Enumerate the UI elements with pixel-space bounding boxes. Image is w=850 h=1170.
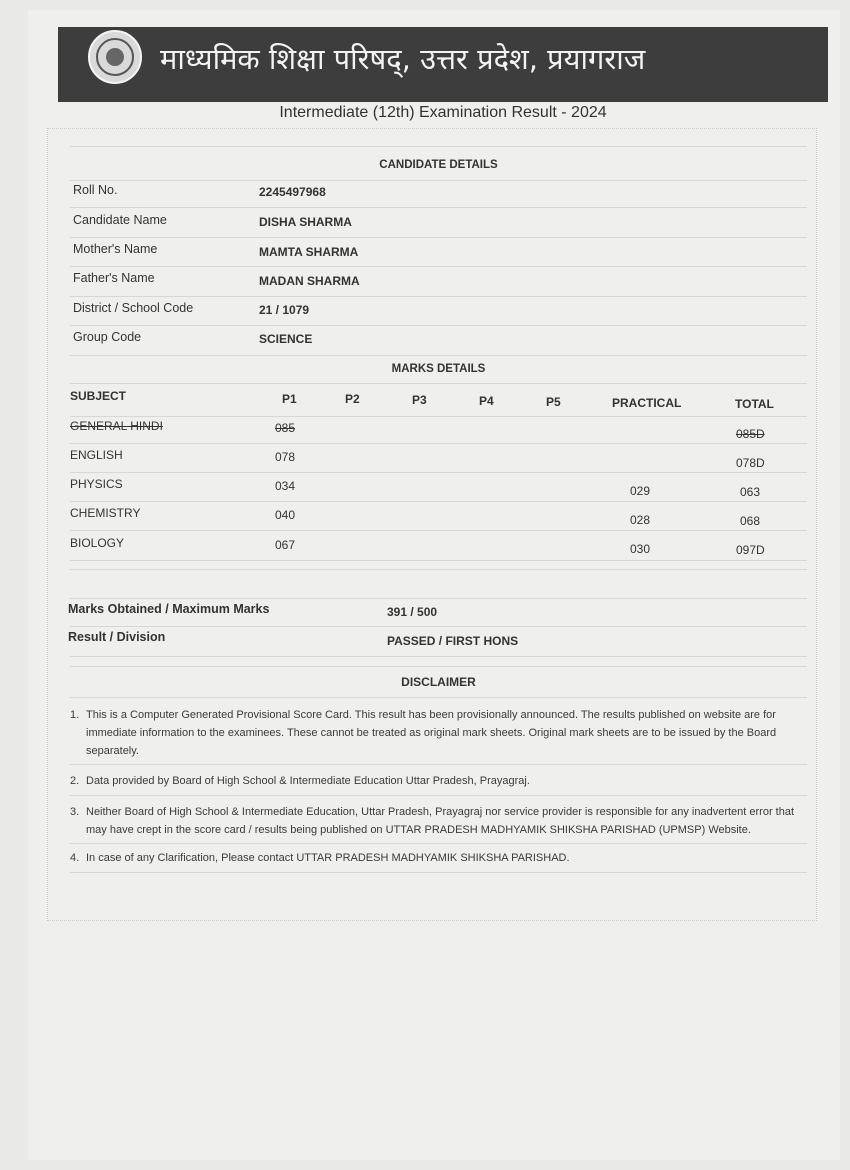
subject-name: CHEMISTRY (70, 506, 141, 520)
page-title: Intermediate (12th) Examination Result - 2024 (279, 104, 607, 121)
subject-name: GENERAL HINDI (70, 419, 163, 433)
divider (70, 355, 807, 356)
disclaimer-item-text: Neither Board of High School & Intermediate Education, Uttar Pradesh, Prayagraj nor service provider is responsible for any inadvertent error that may have crept in the score card / results being published on UTTAR PRADESH MADHYAMIK SHIKSHA PARISHAD (UPMSP) Website. (86, 806, 795, 836)
divider (70, 795, 807, 796)
marks-obtained-value: 391 / 500 (387, 605, 438, 619)
divider (70, 764, 807, 765)
p1-mark: 067 (275, 538, 296, 552)
divider (70, 626, 807, 627)
fathers-name-value: MADAN SHARMA (259, 274, 360, 288)
subject-name: PHYSICS (70, 477, 123, 491)
practical-mark: 030 (630, 542, 651, 556)
mothers-name-value: MAMTA SHARMA (259, 245, 359, 259)
disclaimer-item (70, 772, 805, 790)
column-header-total: TOTAL (735, 397, 774, 411)
disclaimer-item (70, 803, 805, 839)
disclaimer-item-number: 3. (70, 806, 80, 818)
district-school-code-value: 21 / 1079 (259, 303, 310, 317)
column-header-subject: SUBJECT (70, 389, 127, 403)
disclaimer-item-text: Data provided by Board of High School & Intermediate Education Uttar Pradesh, Prayagraj. (86, 775, 530, 787)
mothers-name-label: Mother's Name (73, 242, 158, 256)
candidate-name-value: DISHA SHARMA (259, 215, 352, 229)
column-header-p2: P2 (345, 392, 360, 406)
disclaimer-item-text: In case of any Clarification, Please contact UTTAR PRADESH MADHYAMIK SHIKSHA PARISHAD. (86, 852, 570, 864)
disclaimer-item-text: This is a Computer Generated Provisional Score Card. This result has been provisionally announced. The results published on website are for immediate information to the examinees. These cannot be treated as original mark sheets. Original mark sheets are to be issued by the Board separately. (86, 709, 777, 757)
subject-name: ENGLISH (70, 448, 123, 462)
candidate-name-label: Candidate Name (73, 213, 167, 227)
p1-mark: 040 (275, 508, 296, 522)
divider (70, 656, 807, 657)
marks-details-title: MARKS DETAILS (391, 363, 486, 375)
group-code-label: Group Code (73, 330, 142, 344)
column-header-p5: P5 (546, 395, 561, 409)
total-mark: 097D (736, 543, 765, 557)
divider (70, 472, 807, 473)
divider (70, 237, 807, 238)
divider (70, 325, 807, 326)
marks-obtained-label: Marks Obtained / Maximum Marks (68, 602, 270, 616)
divider (70, 598, 807, 599)
divider (70, 843, 807, 844)
column-header-p1: P1 (282, 392, 297, 406)
divider (70, 416, 807, 417)
divider (70, 383, 807, 384)
fathers-name-label: Father's Name (73, 271, 155, 285)
result-division-label: Result / Division (68, 630, 166, 644)
divider (70, 443, 807, 444)
column-header-practical: PRACTICAL (612, 396, 682, 410)
header-banner (58, 27, 828, 102)
subject-name: BIOLOGY (70, 536, 125, 550)
practical-mark: 028 (630, 513, 651, 527)
divider (70, 180, 807, 181)
divider (70, 560, 807, 561)
column-header-p4: P4 (479, 394, 494, 408)
district-school-code-label: District / School Code (73, 301, 194, 315)
divider (70, 872, 807, 873)
up-government-emblem-icon (88, 30, 142, 84)
disclaimer-item-number: 1. (70, 709, 80, 721)
disclaimer-item (70, 706, 805, 760)
roll-no-value: 2245497968 (259, 185, 326, 199)
total-mark: 063 (740, 485, 761, 499)
total-mark: 068 (740, 514, 761, 528)
divider (70, 569, 807, 570)
total-mark: 085D (736, 427, 765, 441)
candidate-details-title: CANDIDATE DETAILS (379, 159, 498, 171)
group-code-value: SCIENCE (259, 332, 313, 346)
divider (70, 296, 807, 297)
divider (70, 530, 807, 531)
divider (70, 697, 807, 698)
practical-mark: 029 (630, 484, 651, 498)
p1-mark: 078 (275, 450, 296, 464)
disclaimer-item-number: 4. (70, 852, 80, 864)
divider (70, 146, 807, 147)
divider (70, 666, 807, 667)
divider (70, 266, 807, 267)
roll-no-label: Roll No. (73, 183, 118, 197)
p1-mark: 085 (275, 421, 296, 435)
total-mark: 078D (736, 456, 765, 470)
board-name: माध्यमिक शिक्षा परिषद्, उत्तर प्रदेश, प्रयागराज (160, 42, 646, 76)
column-header-p3: P3 (412, 393, 427, 407)
disclaimer-item-number: 2. (70, 775, 80, 787)
result-division-value: PASSED / FIRST HONS (387, 634, 519, 648)
p1-mark: 034 (275, 479, 296, 493)
divider (70, 501, 807, 502)
divider (70, 207, 807, 208)
disclaimer-title: DISCLAIMER (401, 675, 476, 689)
disclaimer-item (70, 849, 805, 867)
